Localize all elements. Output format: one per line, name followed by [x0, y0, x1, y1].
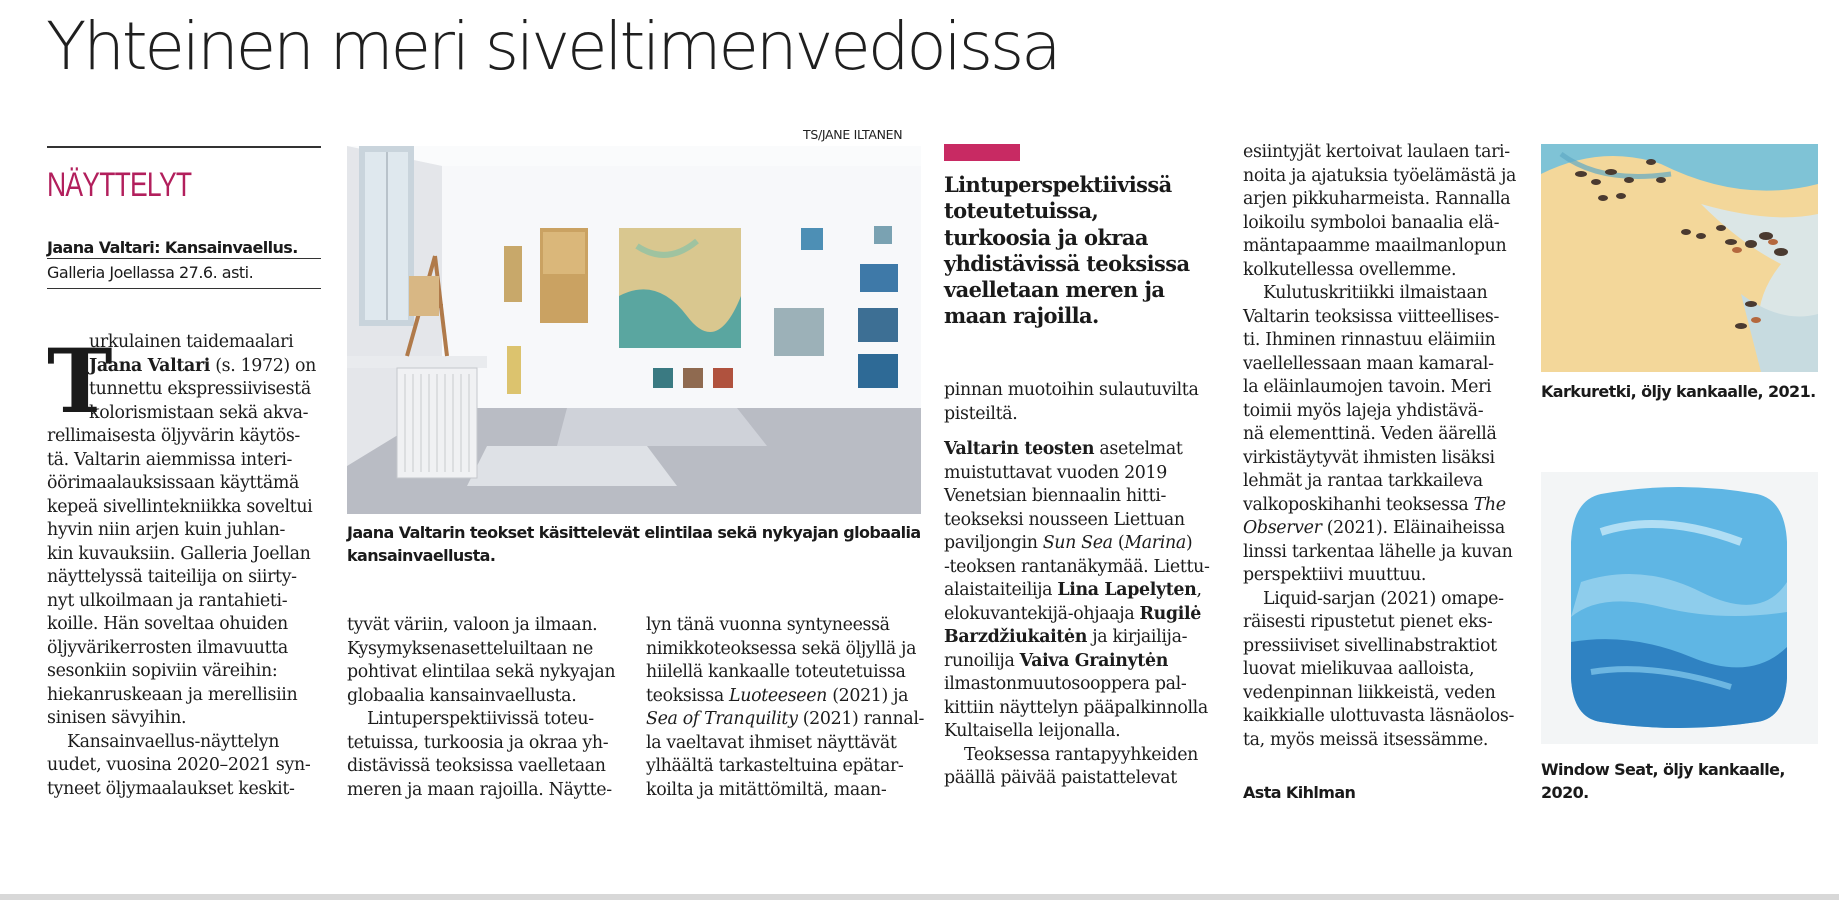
text-line: uudet, vuosina 2020–2021 syn- [47, 755, 311, 775]
text-line: nimikkoteoksessa sekä öljyllä ja [646, 638, 917, 659]
main-photo-caption [347, 521, 927, 567]
text-line: Sea of Tranquility (2021) rannal- [646, 709, 925, 729]
pull-quote-line: yhdistävissä teoksissa [944, 250, 1190, 276]
text-line: Kulutuskritiikki ilmaistaan [1263, 283, 1488, 303]
text-line: näyttelyssä taiteilija on siirty- [47, 567, 297, 587]
exhibition-title: Jaana Valtari: Kansainvaellus. [47, 238, 298, 257]
text-line: Liquid-sarjan (2021) omape- [1263, 588, 1504, 609]
text-line: virkistäytyvät ihmisten lisäksi [1243, 447, 1495, 468]
article-column-4 [944, 379, 1229, 791]
text-line: la vaeltavat ihmiset näyttävät [646, 732, 897, 753]
text-line: kolkutellessa ovellemme. [1243, 259, 1457, 280]
text-line: kaikkialle ulottuvasta läsnäolos- [1243, 706, 1515, 726]
text-line: la eläinlaumojen tavoin. Meri [1243, 377, 1492, 397]
page-bottom-border [0, 894, 1839, 900]
text-line: tetuissa, turkoosia ja okraa yh- [347, 732, 609, 753]
caption-line: Window Seat, öljy kankaalle, [1541, 760, 1785, 779]
text-line: tyneet öljymaalaukset keskit- [47, 778, 295, 799]
text-line: öljyvärikerrosten ilmavuutta [47, 637, 288, 658]
text-line: räisesti ripustetut pienet eks- [1243, 612, 1493, 632]
text-line: distävissä teoksissa vaelletaan [347, 756, 606, 776]
text-line: loikoilu symboloi banaalia elä- [1243, 212, 1500, 233]
pull-quote-accent-bar [944, 144, 1020, 161]
text-line: globaalia kansainvaellusta. [347, 685, 577, 706]
gallery-photo [347, 146, 921, 514]
exhibition-dates: Galleria Joellassa 27.6. asti. [47, 263, 254, 282]
pull-quote-line: turkoosia ja okraa [944, 224, 1148, 250]
text-line: kin kuvauksiin. Galleria Joellan [47, 543, 311, 564]
headline: Yhteinen meri siveltimenvedoissa [46, 8, 1059, 85]
text-line: hiekanruskeaan ja merellisiin [47, 684, 298, 705]
text-line: nyt ulkoilmaan ja rantahieti- [47, 590, 288, 611]
text-line: rellimaisesta öljyvärin käytös- [47, 426, 300, 446]
text-line: Kansainvaellus-näyttelyn [67, 731, 280, 752]
text-line: lehmät ja rantaa tarkkaileva [1243, 471, 1483, 491]
painting-window-seat-caption [1541, 758, 1785, 804]
photo-credit: TS/JANE ILTANEN [803, 127, 903, 142]
article-column-2 [347, 614, 627, 802]
top-rule [47, 146, 321, 148]
caption-line: Jaana Valtarin teokset käsittelevät elintilaa sekä nykyajan globaalia [347, 523, 921, 542]
text-line: toimii myös lajeja yhdistävä- [1243, 400, 1484, 421]
text-line: pohtivat elintilaa sekä nykyajan [347, 662, 616, 682]
text-line: koille. Hän soveltaa ohuiden [47, 614, 288, 634]
text-line: ilmastonmuutosooppera pal- [944, 674, 1187, 694]
text-line: Teoksessa rantapyyhkeiden [964, 744, 1198, 765]
text-line: kepeä sivellintekniikka soveltui [47, 496, 313, 517]
text-line: Observer (2021). Eläinaiheissa [1243, 518, 1505, 538]
article-column-1 [47, 331, 327, 801]
text-line: Venetsian biennaalin hitti- [944, 486, 1167, 506]
text-line: runoilija Vaiva Grainytėn [944, 650, 1168, 671]
author-byline: Asta Kihlman [1243, 783, 1356, 802]
text-line: Jaana Valtari (s. 1972) on [89, 355, 317, 376]
text-line: alaistaiteilija Lina Lapelyten, [944, 580, 1202, 600]
text-line: Barzdžiukaitėn ja kirjailija- [944, 627, 1188, 647]
paragraph-gap [944, 426, 1229, 438]
text-line: koilta ja mitättömiltä, maan- [646, 779, 887, 800]
painting-karkuretki-caption: Karkuretki, öljy kankaalle, 2021. [1541, 382, 1816, 401]
text-line: paviljongin Sun Sea (Marina) [944, 533, 1193, 553]
text-line: -teoksen rantanäkymää. Liettu- [944, 556, 1210, 577]
text-line: arjen pikkuharmeista. Rannalla [1243, 189, 1511, 209]
text-line: meren ja maan rajoilla. Näytte- [347, 779, 612, 800]
text-line: mäntapaamme maailmanlopun [1243, 236, 1507, 256]
text-line: luovat mielikuvaa aalloista, [1243, 659, 1475, 679]
text-line: pisteiltä. [944, 403, 1018, 424]
text-line: ta, myös meissä itsessämme. [1243, 729, 1489, 750]
text-line: päällä päivää paistattelevat [944, 768, 1177, 788]
text-line: ylhäältä tarkasteltuina epätar- [646, 756, 904, 776]
drop-cap: T [47, 329, 113, 433]
section-kicker: NÄYTTELYT [47, 166, 192, 204]
article-column-3 [646, 614, 926, 802]
text-line: tyvät väriin, valoon ja ilmaan. [347, 615, 598, 635]
text-line: esiintyjät kertoivat laulaen tari- [1243, 142, 1510, 162]
text-line: teokseksi nousseen Liettuan [944, 509, 1185, 530]
text-line: Valtarin teoksissa viitteellises- [1243, 306, 1500, 327]
text-line: kolorismistaan sekä akva- [89, 402, 309, 423]
pull-quote [944, 172, 1244, 330]
text-line: muistuttavat vuoden 2019 [944, 462, 1167, 483]
text-line: pressiiviset sivellinabstraktiot [1243, 635, 1497, 656]
text-line: nä elementtinä. Veden äärellä [1243, 424, 1497, 444]
text-line: elokuvantekijä-ohjaaja Rugilė [944, 603, 1201, 624]
text-line: Valtarin teosten asetelmat [944, 439, 1183, 459]
text-line: vaellellessaan maan kamaral- [1243, 353, 1494, 374]
text-line: perspektiivi muuttuu. [1243, 565, 1427, 585]
text-line: teoksissa Luoteeseen (2021) ja [646, 685, 909, 706]
text-line: urkulainen taidemaalari [89, 332, 294, 352]
caption-line: 2020. [1541, 783, 1589, 802]
painting-window-seat [1541, 472, 1818, 744]
text-line: öörimaalauksissaan käyttämä [47, 473, 299, 493]
text-line: ti. Ihminen rinnastuu eläimiin [1243, 330, 1496, 350]
caption-line: kansainvaellusta. [347, 546, 496, 565]
text-line: pinnan muotoihin sulautuvilta [944, 380, 1199, 400]
text-line: noita ja ajatuksia työelämästä ja [1243, 165, 1517, 186]
text-line: Kysymyksenasetteluiltaan ne [347, 638, 593, 659]
text-line: Kultaisella leijonalla. [944, 721, 1121, 741]
painting-karkuretki [1541, 144, 1818, 372]
text-line: Lintuperspektiivissä toteu- [367, 709, 594, 729]
info-bottom-rule [47, 288, 321, 289]
text-line: tä. Valtarin aiemmissa interi- [47, 449, 293, 470]
text-line: hyvin niin arjen kuin juhlan- [47, 520, 285, 540]
text-line: linssi tarkentaa lähelle ja kuvan [1243, 541, 1513, 562]
text-line: valkoposkihanhi teoksessa The [1243, 494, 1506, 515]
pull-quote-line: maan rajoilla. [944, 303, 1099, 329]
text-line: sinisen sävyihin. [47, 708, 187, 728]
text-line: kittiin näyttelyn pääpalkinnolla [944, 697, 1208, 718]
text-line: tunnettu ekspressiivisestä [89, 379, 311, 399]
article-column-5 [1243, 141, 1528, 752]
text-line: sesonkiin sopiviin väreihin: [47, 661, 278, 681]
text-line: lyn tänä vuonna syntyneessä [646, 615, 890, 635]
pull-quote-line: Lintuperspektiivissä [944, 172, 1172, 197]
text-line: vedenpinnan liikkeistä, veden [1243, 682, 1496, 703]
pull-quote-line: toteutetuissa, [944, 198, 1099, 224]
info-divider [47, 258, 321, 259]
pull-quote-line: vaelletaan meren ja [944, 277, 1165, 303]
text-line: hiilellä kankaalle toteutetuissa [646, 662, 906, 682]
